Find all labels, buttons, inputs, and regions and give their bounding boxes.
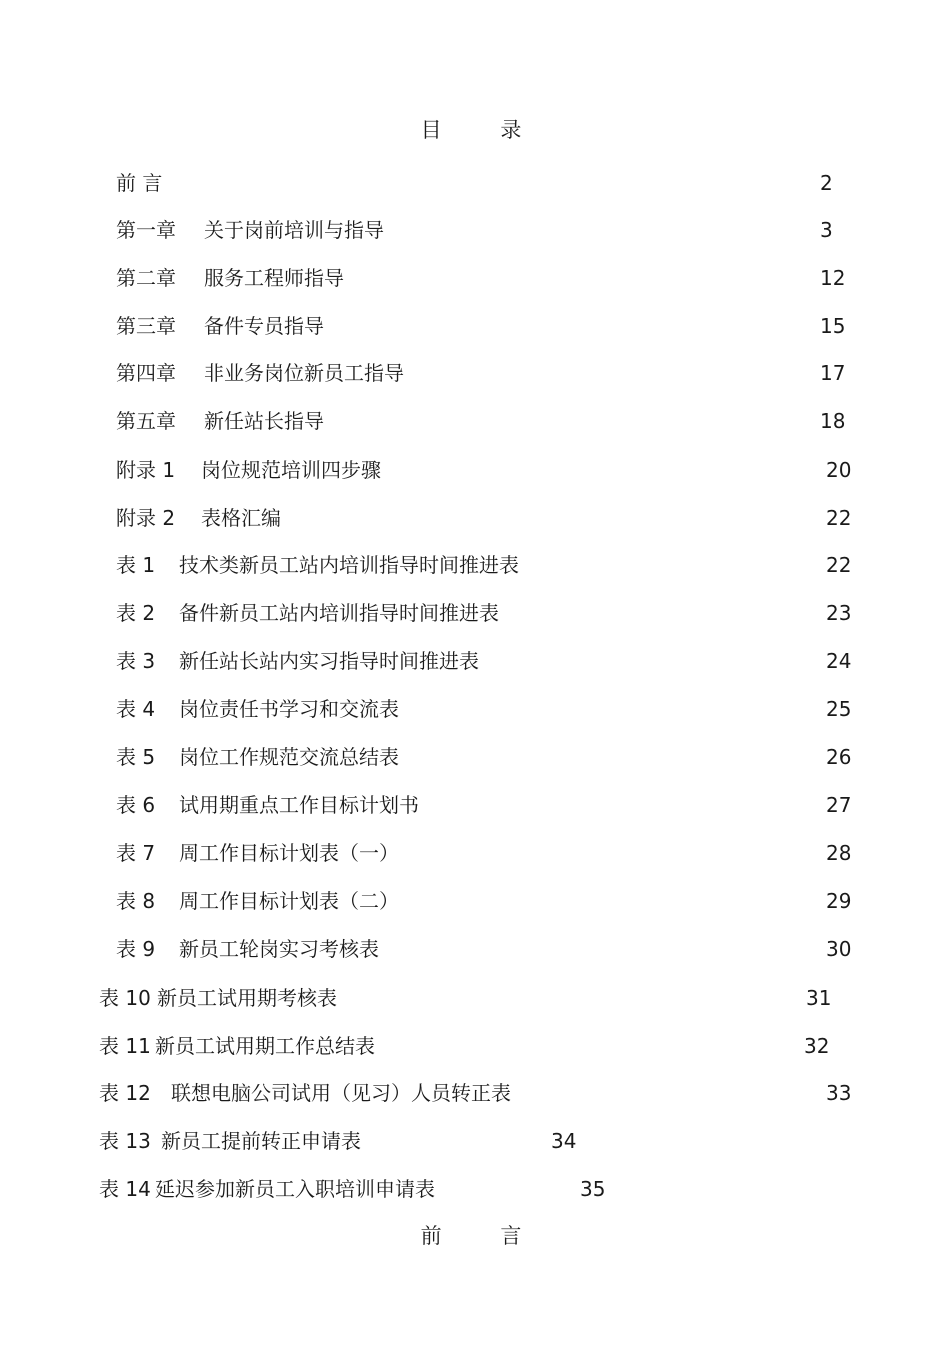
toc-entry-label: 表 5 xyxy=(116,745,156,769)
toc-entry-page-number: 22 xyxy=(826,553,852,577)
toc-entry-page-number: 2 xyxy=(820,171,833,195)
toc-entry[interactable] xyxy=(116,406,950,436)
toc-entry-page-number: 26 xyxy=(826,745,852,769)
toc-entry-title: 岗位工作规范交流总结表 xyxy=(179,745,399,769)
toc-entry[interactable] xyxy=(116,311,950,341)
toc-entry-label: 表 11 xyxy=(99,1034,151,1058)
toc-entry-label: 表 14 xyxy=(99,1177,151,1201)
toc-entry-page-number: 23 xyxy=(826,601,852,625)
toc-entry-page-number: 17 xyxy=(820,361,846,385)
toc-entry[interactable] xyxy=(116,358,950,388)
toc-entry-label: 表 6 xyxy=(116,793,156,817)
toc-entry-title: 新任站长指导 xyxy=(204,409,324,433)
toc-entry-page-number: 18 xyxy=(820,409,846,433)
toc-entry-title: 新员工提前转正申请表 xyxy=(161,1129,361,1153)
toc-entry-title: 新任站长站内实习指导时间推进表 xyxy=(179,649,479,673)
toc-entry-title: 新员工试用期工作总结表 xyxy=(155,1034,375,1058)
toc-entry-title: 试用期重点工作目标计划书 xyxy=(179,793,419,817)
toc-entry-page-number: 25 xyxy=(826,697,852,721)
toc-entry-label: 表 8 xyxy=(116,889,156,913)
toc-entry-page-number: 34 xyxy=(551,1129,577,1153)
toc-entry-label: 表 7 xyxy=(116,841,156,865)
toc-entry[interactable] xyxy=(99,1126,950,1156)
toc-entry-title: 关于岗前培训与指导 xyxy=(204,218,384,242)
toc-entry-page-number: 15 xyxy=(820,314,846,338)
toc-entry-title: 延迟参加新员工入职培训申请表 xyxy=(155,1177,435,1201)
toc-entry-title: 非业务岗位新员工指导 xyxy=(204,361,404,385)
toc-entry-title: 表格汇编 xyxy=(201,506,281,530)
toc-entry-label: 第四章 xyxy=(116,361,176,385)
toc-entry-label: 第五章 xyxy=(116,409,176,433)
toc-entry-page-number: 22 xyxy=(826,506,852,530)
toc-entry[interactable] xyxy=(116,168,950,198)
toc-entry[interactable] xyxy=(116,455,950,485)
toc-entry[interactable] xyxy=(116,646,950,676)
toc-entry-label: 表 3 xyxy=(116,649,156,673)
toc-entry-label: 第三章 xyxy=(116,314,176,338)
toc-entry-title: 联想电脑公司试用（见习）人员转正表 xyxy=(171,1081,511,1105)
toc-entry-label: 表 1 xyxy=(116,553,156,577)
toc-entry-label: 表 4 xyxy=(116,697,156,721)
toc-entry-label: 表 9 xyxy=(116,937,156,961)
toc-entry-page-number: 29 xyxy=(826,889,852,913)
toc-entry-title: 备件专员指导 xyxy=(204,314,324,338)
toc-entry[interactable] xyxy=(116,263,950,293)
toc-entry-title: 周工作目标计划表（二） xyxy=(179,889,399,913)
toc-entry[interactable] xyxy=(116,790,950,820)
toc-entry-label: 第二章 xyxy=(116,266,176,290)
toc-entry-label: 附录 1 xyxy=(116,458,176,482)
toc-entry-label: 表 12 xyxy=(99,1081,151,1105)
toc-entry-title: 岗位规范培训四步骤 xyxy=(201,458,381,482)
preface-heading: 前 言 xyxy=(420,1224,548,1248)
toc-entry[interactable] xyxy=(116,742,950,772)
toc-entry-page-number: 24 xyxy=(826,649,852,673)
toc-entry-page-number: 32 xyxy=(804,1034,830,1058)
toc-entry-title: 新员工试用期考核表 xyxy=(157,986,337,1010)
toc-entry-page-number: 30 xyxy=(826,937,852,961)
toc-entry-page-number: 27 xyxy=(826,793,852,817)
toc-entry-page-number: 3 xyxy=(820,218,833,242)
toc-entry[interactable] xyxy=(116,598,950,628)
toc-entry-page-number: 28 xyxy=(826,841,852,865)
toc-entry-page-number: 20 xyxy=(826,458,852,482)
toc-entry[interactable] xyxy=(116,550,950,580)
toc-entry[interactable] xyxy=(99,1078,950,1108)
toc-entry-label: 表 2 xyxy=(116,601,156,625)
toc-entry-title: 岗位责任书学习和交流表 xyxy=(179,697,399,721)
toc-entry-title: 周工作目标计划表（一） xyxy=(179,841,399,865)
toc-entry[interactable] xyxy=(99,1031,950,1061)
toc-entry-label: 表 10 xyxy=(99,986,151,1010)
toc-entry[interactable] xyxy=(116,503,950,533)
toc-entry-page-number: 12 xyxy=(820,266,846,290)
toc-entry-title: 服务工程师指导 xyxy=(204,266,344,290)
toc-entry-page-number: 35 xyxy=(580,1177,606,1201)
toc-title: 目 录 xyxy=(420,118,548,142)
toc-entry-page-number: 33 xyxy=(826,1081,852,1105)
toc-entry[interactable] xyxy=(116,215,950,245)
toc-entry-label: 前 言 xyxy=(116,171,163,195)
toc-entry-title: 备件新员工站内培训指导时间推进表 xyxy=(179,601,499,625)
toc-entry-label: 第一章 xyxy=(116,218,176,242)
toc-entry[interactable] xyxy=(99,1174,950,1204)
toc-entry-title: 技术类新员工站内培训指导时间推进表 xyxy=(179,553,519,577)
toc-entry-page-number: 31 xyxy=(806,986,832,1010)
toc-entry-label: 附录 2 xyxy=(116,506,176,530)
toc-entry-label: 表 13 xyxy=(99,1129,151,1153)
toc-entry[interactable] xyxy=(99,983,950,1013)
toc-entry[interactable] xyxy=(116,838,950,868)
toc-entry[interactable] xyxy=(116,694,950,724)
toc-entry-title: 新员工轮岗实习考核表 xyxy=(179,937,379,961)
toc-entry[interactable] xyxy=(116,934,950,964)
toc-entry[interactable] xyxy=(116,886,950,916)
